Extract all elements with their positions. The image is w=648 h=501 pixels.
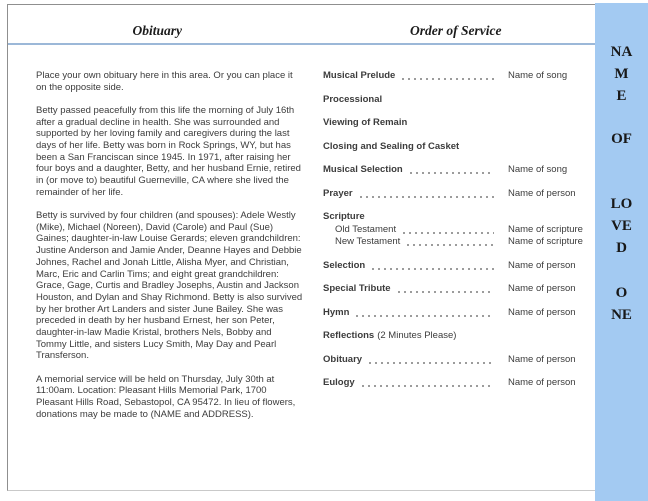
obituary-paragraph: A memorial service will be held on Thursday, July 30th at 11:00am. Location: Pleasant Hills Memorial Park, 1700 Pleasant Hills Road, Sebastopol, CA 95472. In lieu of flowers, donations may be made to (NAME and ADDRESS). xyxy=(36,373,296,420)
service-label-note: (2 Minutes Please) xyxy=(377,330,457,341)
service-value: Name of person xyxy=(508,187,576,199)
service-row-closing-casket xyxy=(323,141,591,153)
service-row-prayer xyxy=(323,188,591,200)
dotted-leader xyxy=(410,172,494,174)
funeral-program-page xyxy=(7,4,606,491)
name-of-loved-one-sidebar xyxy=(595,3,648,501)
service-value: Name of person xyxy=(508,377,576,388)
obituary-paragraph: Betty is survived by four children (and spouses): Adele Westly (Mike), Michael (Noreen), David (Carole) and Paul (Sue) Gaines; daughter-in-law Louise Gerards; eleven grandchildren: Justine Anderson and Jamie Ander, Deanne Hayes and Debbie Johnes, Rachel and Jonah Little, Alisha Myer, and Christian, Marc, Eric and Carlin Tims; and eight great grandchildren: Grace, Gage, Curtis and Bradley Josephs, Austin and Jackson Houston, and Dylan and Shay Richmond. Betty is also survived by her brother Art Landers and sister June Bailey. She was preceded in death by her husband Ernest, her son Peter, daughter-in-law Madie Kristal, brothers Nels, Bobby and Tommy Little, and sisters Lucy Smith, May Day and Pearl Transferson. xyxy=(36,210,303,362)
service-label: Eulogy xyxy=(323,377,355,388)
service-value: Name of song xyxy=(508,164,568,175)
dotted-leader xyxy=(360,196,494,198)
dotted-leader xyxy=(372,268,494,270)
page-header xyxy=(8,5,605,45)
dotted-leader xyxy=(402,78,494,80)
service-value: Name of person xyxy=(508,283,576,294)
service-label: Obituary xyxy=(323,353,363,365)
dotted-leader xyxy=(356,315,494,317)
service-label: Scripture xyxy=(323,211,365,222)
service-value: Name of song xyxy=(508,70,568,81)
service-value: Name of scripture xyxy=(508,236,583,247)
service-row-reflections xyxy=(323,330,591,342)
service-value: Name of person xyxy=(508,306,576,318)
service-label: Prayer xyxy=(323,187,353,199)
service-row-special-tribute xyxy=(323,283,591,295)
order-of-service-column xyxy=(323,70,591,432)
sidebar-word-of: OF xyxy=(611,131,632,147)
service-label: Closing and Sealing of Casket xyxy=(323,140,460,152)
service-value: Name of scripture xyxy=(508,223,583,235)
service-row-processional xyxy=(323,94,591,106)
service-label: Processional xyxy=(323,93,383,105)
obituary-paragraph: Place your own obituary here in this area. Or you can place it on the opposite side. xyxy=(36,70,293,93)
service-label: Musical Selection xyxy=(323,164,403,175)
service-label: Reflections xyxy=(323,330,375,341)
obituary-paragraph: Betty passed peacefully from this life the morning of July 16th after a gradual decline in health. She was surrounded and supported by her loving family and caregivers during the last days of her life. Betty was born in Rock Springs, WY, but has been a San Franciscan since 1945. In 1971, after raising her four boys and a daughter, Betty, and her husband Ernie, retired in (or move to) beautiful Guerneville, CA where she lived the remainder of her life. xyxy=(36,104,301,198)
dotted-leader xyxy=(369,362,494,364)
service-value: Name of person xyxy=(508,353,576,365)
service-value: Name of person xyxy=(508,259,576,271)
service-label: Old Testament xyxy=(335,223,397,235)
service-row-eulogy xyxy=(323,377,591,389)
service-row-viewing-of-remain xyxy=(323,117,591,129)
service-row-musical-selection xyxy=(323,164,591,176)
service-row-selection xyxy=(323,260,591,272)
service-label: Selection xyxy=(323,259,366,271)
service-row-new-testament xyxy=(335,236,591,248)
dotted-leader xyxy=(403,232,494,234)
page-body xyxy=(8,45,605,432)
service-row-old-testament xyxy=(335,224,591,236)
service-label: Hymn xyxy=(323,306,350,318)
service-label: Special Tribute xyxy=(323,283,391,294)
obituary-column xyxy=(36,70,304,432)
service-label: Viewing of Remain xyxy=(323,117,408,128)
sidebar-word-one: ONE xyxy=(611,285,632,323)
service-row-hymn xyxy=(323,307,591,319)
sidebar-word-loved: LOVED xyxy=(610,196,633,256)
dotted-leader xyxy=(398,291,494,293)
service-row-obituary xyxy=(323,354,591,366)
obituary-title: Obituary xyxy=(132,23,182,38)
dotted-leader xyxy=(362,385,494,387)
dotted-leader xyxy=(407,244,494,246)
service-row-scripture xyxy=(323,211,591,223)
sidebar-word-name: NAME xyxy=(610,44,633,104)
service-row-musical-prelude xyxy=(323,70,591,82)
order-of-service-title: Order of Service xyxy=(410,23,502,38)
service-label: New Testament xyxy=(335,236,401,247)
service-label: Musical Prelude xyxy=(323,70,396,81)
